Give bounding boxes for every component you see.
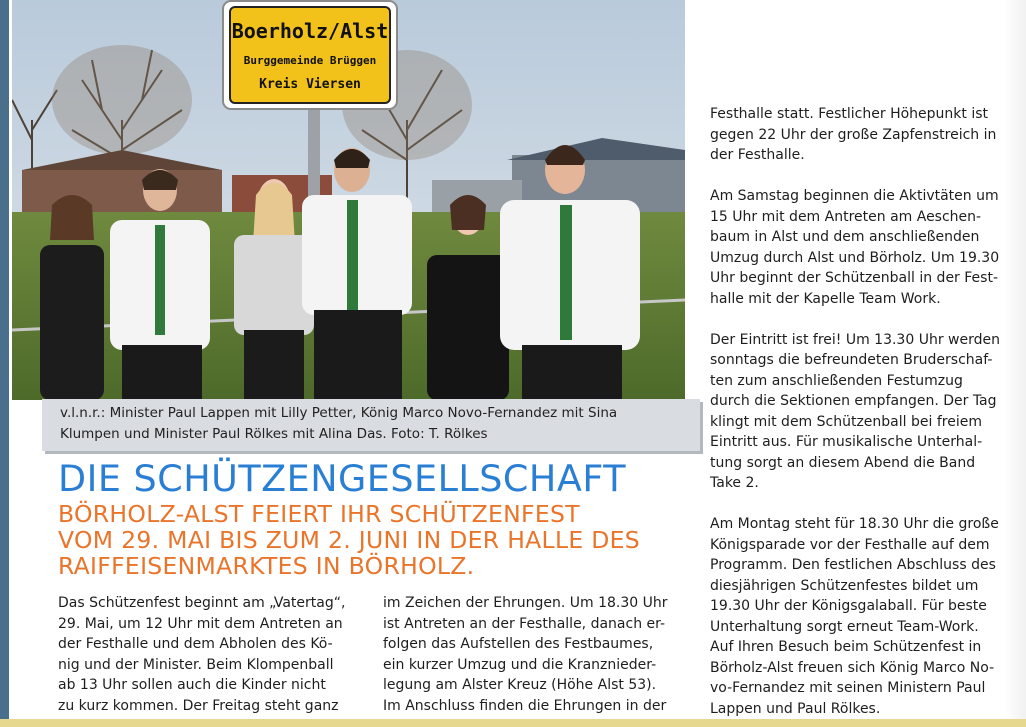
text-line: im Zeichen der Ehrungen. Um 18.30 Uhr [383, 595, 668, 611]
text-line: legung am Alster Kreuz (Höhe Alst 53). [383, 677, 657, 693]
text-line: Uhr beginnt der Schützenball in der Fest- [710, 270, 998, 286]
text-line: klingt mit dem Schützenball bei freiem [710, 413, 982, 430]
text-line: gegen 22 Uhr der große Zapfenstreich in [710, 126, 997, 143]
photo-illustration [12, 0, 685, 400]
text-line: 15 Uhr mit dem Antreten am Aeschen- [710, 208, 982, 225]
text-line: baum in Alst und dem anschließenden [710, 229, 980, 245]
subtitle-line: VOM 29. MAI BIS ZUM 2. JUNI IN DER HALLE DES [58, 526, 641, 554]
text-line: Königsparade vor der Festhalle auf dem [710, 536, 990, 553]
article-column-1 [58, 593, 360, 716]
sign-line-3: Kreis Viersen [259, 77, 361, 92]
article-subtitle [58, 501, 678, 579]
text-line: nig und der Minister. Beim Klompenball [58, 656, 334, 673]
text-line: ten zum anschließenden Festumzug [710, 372, 963, 389]
text-line: halle mit der Kapelle Team Work. [710, 290, 941, 307]
caption-line: Klumpen und Minister Paul Rölkes mit Alina Das. Foto: T. Rölkes [60, 426, 488, 442]
text-line: diesjährigen Schützenfestes bildet um [710, 577, 979, 594]
paragraph [710, 330, 1012, 494]
sign-line-1: Boerholz/Alst [231, 19, 389, 43]
text-line: zu kurz kommen. Der Freitag steht ganz [58, 697, 339, 714]
group-photo [12, 0, 685, 400]
text-line: Umzug durch Alst und Börholz. Um 19.30 [710, 249, 1000, 266]
text-line: Börholz-Alst freuen sich König Marco No- [710, 659, 995, 676]
text-line: sonntags die befreundeten Bruderschaf- [710, 352, 993, 368]
text-line: Lappen und Paul Rölkes. [710, 700, 881, 717]
subtitle-line: BÖRHOLZ-ALST FEIERT IHR SCHÜTZENFEST [58, 500, 580, 528]
photo-caption [42, 399, 700, 451]
article-column-2 [383, 593, 686, 716]
text-line: Im Anschluss finden die Ehrungen in der [383, 697, 667, 714]
text-line: ab 13 Uhr sollen auch die Kinder nicht [58, 677, 326, 693]
text-line: Der Eintritt ist frei! Um 13.30 Uhr werden [710, 331, 1000, 348]
text-line: folgen das Aufstellen des Festbaumes, [383, 636, 654, 652]
text-line: Programm. Den festlichen Abschluss des [710, 557, 996, 573]
text-line: durch die Sektionen empfangen. Der Tag [710, 393, 997, 409]
paragraph [710, 514, 1012, 719]
subtitle-line: RAIFFEISENMARKTES IN BÖRHOLZ. [58, 552, 475, 580]
text-line: Eintritt aus. Für musikalische Unterhal- [710, 434, 983, 450]
text-line: ein kurzer Umzug und die Kranznieder- [383, 656, 657, 673]
article-column-3 [710, 104, 1012, 719]
text-line: Take 2. [710, 475, 759, 491]
paragraph [710, 186, 1012, 309]
page-edge-left [0, 0, 9, 727]
caption-line: v.l.n.r.: Minister Paul Lappen mit Lilly Petter, König Marco Novo-Fernandez mit Sina [60, 405, 618, 421]
text-line: Unterhaltung sorgt erneut Team-Work. [710, 618, 979, 635]
text-line: Das Schützenfest beginnt am „Vatertag“, [58, 595, 346, 611]
text-line: tung sorgt an diesem Abend die Band [710, 454, 976, 471]
text-line: 29. Mai, um 12 Uhr mit dem Antreten an [58, 615, 343, 632]
paragraph [710, 104, 1012, 166]
text-line: Festhalle statt. Festlicher Höhepunkt ist [710, 106, 989, 122]
article-title: DIE SCHÜTZENGESELLSCHAFT [58, 457, 626, 500]
text-line: Am Samstag beginnen die Aktivtäten um [710, 188, 999, 204]
text-line: Auf Ihren Besuch beim Schützenfest in [710, 639, 982, 655]
text-line: 19.30 Uhr der Königsgalaball. Für beste [710, 598, 987, 614]
text-line: vo-Fernandez mit seinen Ministern Paul [710, 680, 986, 696]
page-edge-bottom [0, 719, 1026, 727]
text-line: der Festhalle. [710, 147, 805, 163]
sign-line-2: Burggemeinde Brüggen [243, 54, 377, 67]
text-line: Am Montag steht für 18.30 Uhr die große [710, 516, 999, 532]
text-line: der Festhalle und dem Abholen des Kö- [58, 636, 333, 652]
text-line: ist Antreten an der Festhalle, danach er- [383, 615, 666, 632]
caption-text [60, 403, 690, 445]
